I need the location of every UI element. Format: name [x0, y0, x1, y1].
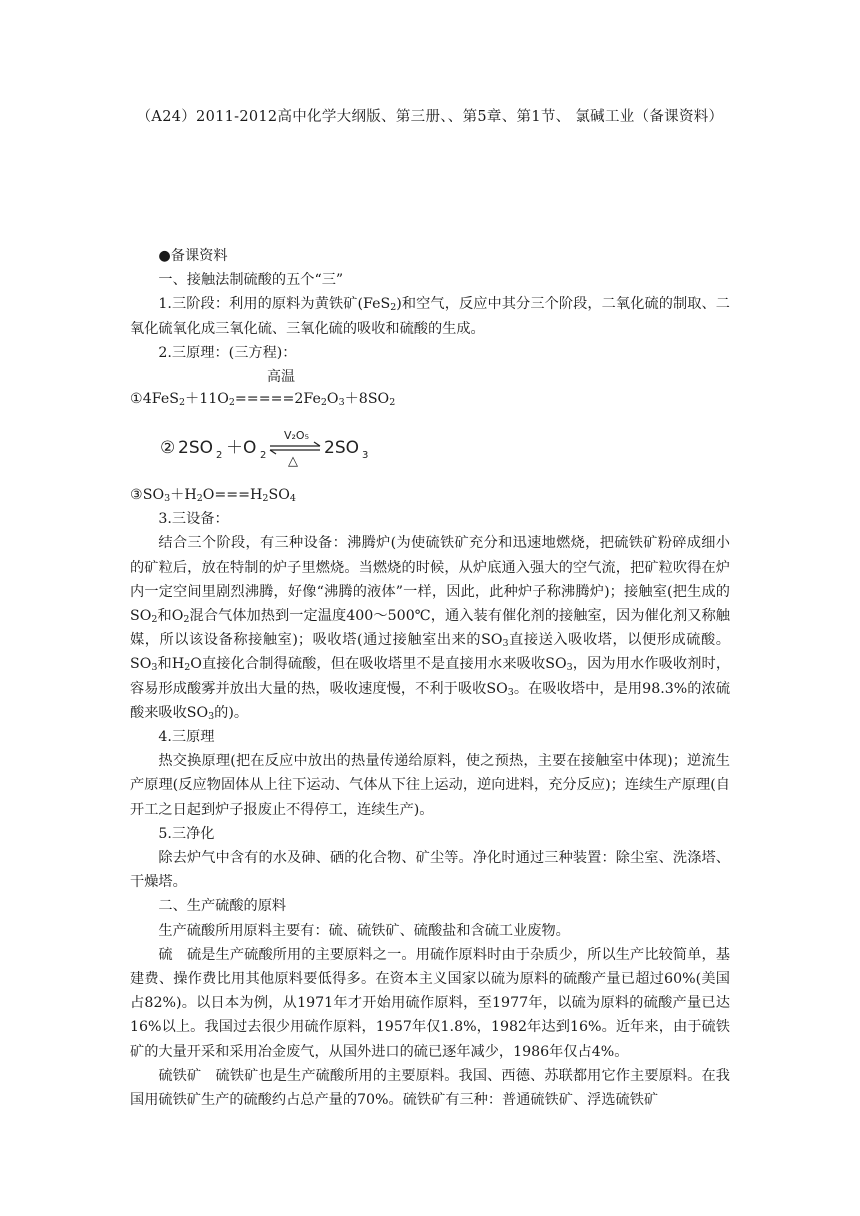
paragraph-principle: 热交换原理(把在反应中放出的热量传递给原料，使之预热，主要在接触室中体现)；逆流生产原理(反应物固体从上往下运动、气体从下往上运动，逆向进料，充分反应)；连续生产原理(自开工之日起到炉子报废止不得停工，连续生产)。 [130, 753, 730, 818]
paragraph-purify: 除去炉气中含有的水及砷、硒的化合物、矿尘等。净化时通过三种装置：除尘室、洗涤塔、干燥塔。 [130, 850, 730, 891]
document-title: （A24）2011-2012高中化学大纲版、第三册、、第5章、第1节、 氯碱工业（备课资料） [136, 109, 724, 125]
heading-1: 一、接触法制硫酸的五个“三” [158, 272, 344, 289]
heading-2: 二、生产硫酸的原料 [158, 898, 287, 915]
eq2-catalyst: V₂O₅ [284, 429, 310, 443]
document-body [130, 244, 730, 1112]
paragraph-sulfur: 硫 硫是生产硫酸所用的主要原料之一。用硫作原料时由于杂质少，所以生产比较简单，基建费、操作费比用其他原料要低得多。在资本主义国家以硫为原料的硫酸产量已超过60%(美国占82%)。以日本为例，从1971年才开始用硫作原料，至1977年，以硫为原料的硫酸产量已达16%以上。我国过去很少用硫作原料，1957年仅1.8%，1982年达到16%。近年来，由于硫铁矿的大量开采和采用冶金废气，从国外进口的硫已逐年减少，1986年仅占4%。 [130, 946, 730, 1060]
paragraph-purify-label: 5.三净化 [158, 825, 215, 842]
eq2-heat: △ [288, 454, 298, 468]
eq2-reactant-so2: 2SO [178, 438, 213, 459]
paragraph-raw-materials: 生产硫酸所用原料主要有：硫、硫铁矿、硫酸盐和含硫工业废物。 [158, 922, 570, 939]
equation-3: $③SO_3+H_2O===H_2SO_4$ [130, 487, 296, 505]
section-marker: ●备课资料 [158, 248, 228, 264]
reaction-condition: 高温 [267, 369, 295, 386]
equation-1: 高温 $①4FeS_2+11O_2=====2Fe_2O_3+8SO_2$ [130, 365, 730, 413]
eq2-product: 2SO [324, 438, 359, 459]
paragraph-three-stages: 1.三阶段：利用的原料为黄铁矿(FeS$_2$)和空气，反应中其分三个阶段，二氧化硫的制取、二氧化硫氧化成三氧化硫、三氧化硫的吸收和硫酸的生成。 [130, 296, 730, 337]
svg-text:2: 2 [216, 450, 223, 462]
paragraph-pyrite: 硫铁矿 硫铁矿也是生产硫酸所用的主要原料。我国、西德、苏联都用它作主要原料。在我国用硫铁矿生产的硫酸约占总产量的70%。硫铁矿有三种：普通硫铁矿、浮选硫铁矿 [130, 1067, 730, 1109]
equation-2 [160, 427, 400, 467]
svg-text:2: 2 [260, 450, 267, 462]
svg-text:3: 3 [362, 450, 369, 462]
paragraph-three-equipment: 结合三个阶段，有三种设备：沸腾炉(为使硫铁矿充分和迅速地燃烧，把硫铁矿粉碎成细小的矿粒后，放在特制的炉子里燃烧。当燃烧的时候，从炉底通入强大的空气流，把矿粒吹得在炉内一定空间里剧烈沸腾，好像“沸腾的液体”一样，因此，此种炉子称沸腾炉)；接触室(把生成的$SO_2$和$O_2$混合气体加热到一定温度400～500℃，通入装有催化剂的接触室，因为催化剂又称触媒，所以该设备称接触室)；吸收塔(通过接触室出来的$SO_3$直接送入吸收塔，以便形成硫酸。$SO_3$和$H_2O$直接化合制得硫酸，但在吸收塔里不是直接用水来吸收$SO_3$，因为用水作吸收剂时，容易形成酸雾并放出大量的热，吸收速度慢，不利于吸收$SO_3$。在吸收塔中，是用98.3%的浓硫酸来吸收$SO_3$的)。 [130, 535, 731, 722]
paragraph-three-principles-label: 2.三原理：(三方程)： [158, 344, 297, 361]
equation-2-image [130, 413, 730, 483]
eq2-num: ② [160, 438, 176, 459]
eq2-reactant-o2: ＋O [226, 438, 257, 459]
paragraph-principle-label: 4.三原理 [158, 729, 215, 746]
paragraph-three-equipment-label: 3.三设备： [158, 511, 229, 528]
